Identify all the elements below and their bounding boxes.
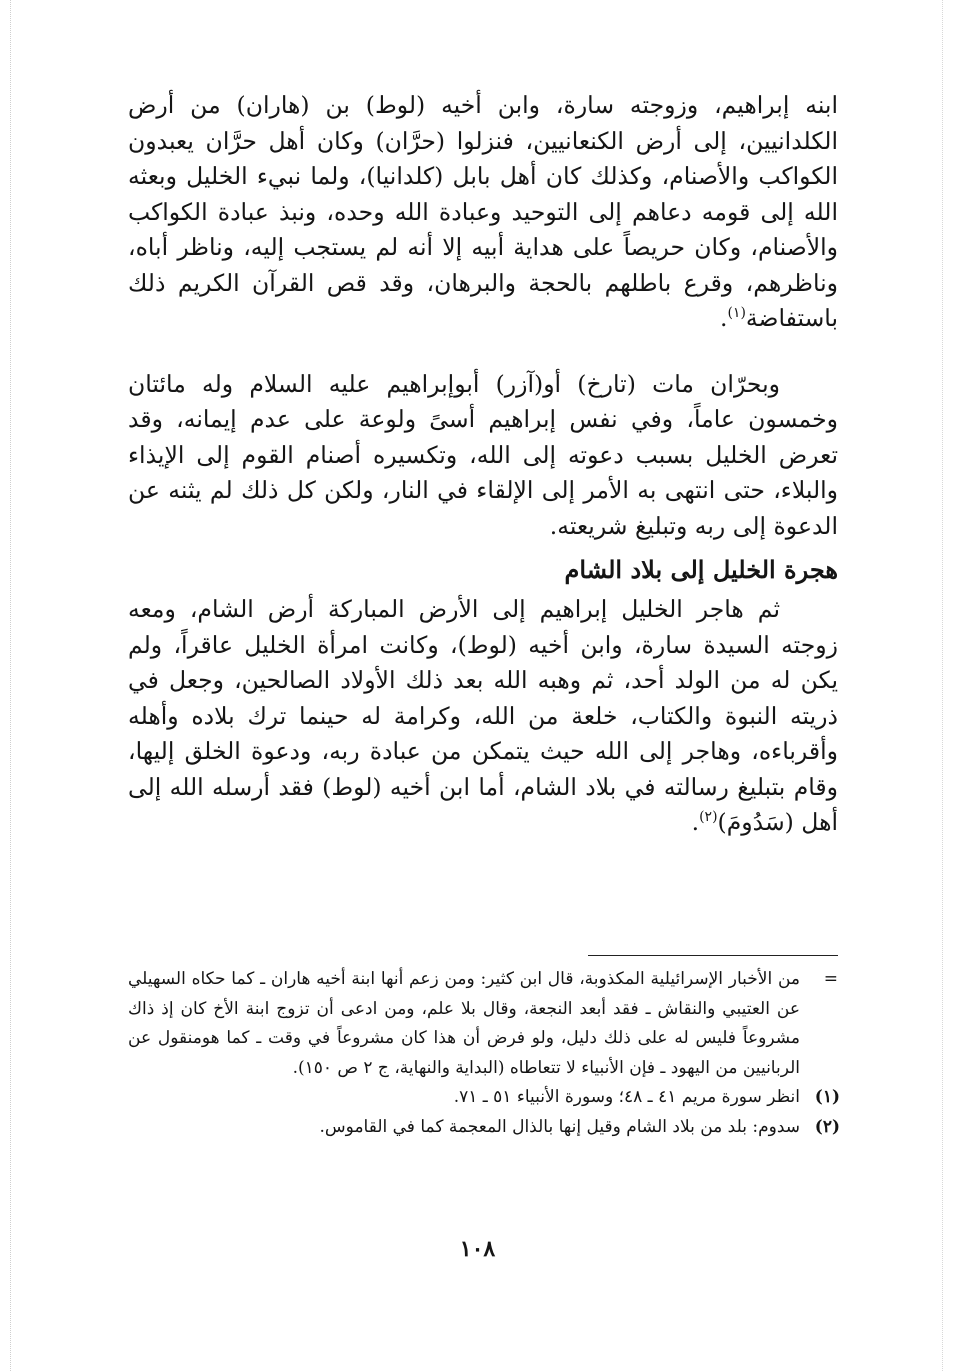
paragraph-1 xyxy=(128,88,838,337)
continuation-mark: = xyxy=(823,969,838,989)
footnote-1-number: (١) xyxy=(814,1087,840,1107)
footnote-2-text: سدوم: بلد من بلاد الشام وقيل إنها بالذال المعجمة كما في القاموس. xyxy=(319,1116,800,1137)
heading-gap xyxy=(128,544,838,550)
paragraph-gap xyxy=(128,337,838,367)
footnote-1-text: انظر سورة مريم ٤١ ـ ٤٨؛ وسورة الأنبياء ٥١ ـ ٧١. xyxy=(453,1087,800,1107)
main-text xyxy=(128,88,838,841)
footnote-continuation-text: من الأخبار الإسرائيلية المكذوبة، قال ابن كثير: ومن زعم أنها ابنة أخيه هاران ـ كما حكاه السهيلي عن العتيبي والنقاش ـ فقد أبعد النجعة، وقال بلا علم، ومن ادعى أن تزوج ابنة الأخ كان إذ ذاك مشروعاً فليس له على ذلك دليل، ولو فرض أن هذا كان مشروعاً في وقت ـ كما هومنقول عن الربانيين من اليهود ـ فإن الأنبياء لا تتعاطاه (البداية والنهاية، ج ٢ ص ١٥٠). xyxy=(128,969,800,1078)
paragraph-1-end: . xyxy=(719,304,728,332)
footnote-continuation xyxy=(128,965,840,1083)
scan-edge-right xyxy=(942,0,943,1371)
page-number: ١٠٨ xyxy=(459,1236,496,1262)
scan-edge-left xyxy=(10,0,11,1371)
footnote-separator xyxy=(588,955,838,956)
footnote-2-number: (٢) xyxy=(814,1116,840,1137)
footnote-ref-2: (٢) xyxy=(699,809,718,826)
footnotes xyxy=(128,965,840,1142)
paragraph-3 xyxy=(128,592,838,841)
section-heading: هجرة الخليل إلى بلاد الشام xyxy=(564,555,838,584)
paragraph-3-text: ثم هاجر الخليل إبراهيم إلى الأرض المباركة أرض الشام، ومعه زوجته السيدة سارة، وابن أخيه (لوط)، وكانت امرأة الخليل عاقراً، ولم يكن له من الولد أحد، ثم وهبه الله بعد ذلك الأولاد الصالحين، وجعل في ذريته النبوة والكتاب، خلعة من الله، وكرامة له حينما ترك بلاده وأهله وأقرباءه، وهاجر إلى الله حيث يتمكن من عبادة ربه، ودعوة الخلق إليها، وقام بتبليغ رسالته في بلاد الشام، أما ابن أخيه (لوط) فقد أرسله الله إلى أهل (سَدُومَ) xyxy=(128,595,838,836)
paragraph-1-text: ابنه إبراهيم، وزوجته سارة، وابن أخيه (لوط) بن (هاران) من أرض الكلدانيين، إلى أرض الكنعانيين، فنزلوا (حرَّان) وكان أهل حرَّان يعبدون الكواكب والأصنام، وكذلك كان أهل بابل (كلدانيا)، ولما نبيء الخليل وبعثه الله إلى قومه دعاهم إلى التوحيد وعبادة الله وحده، ونبذ عبادة الكواكب والأصنام، وكان حريصاً على هداية أبيه إلا أنه لم يستجب إليه، وناظر أباه، وناظرهم، وقرع باطلهم بالحجة والبرهان، وقد قص القرآن الكريم ذلك باستفاضة xyxy=(128,91,838,332)
footnote-1 xyxy=(128,1083,840,1113)
footnote-2 xyxy=(128,1113,840,1143)
footnote-ref-1: (١) xyxy=(727,305,746,322)
paragraph-2: وبحرّان مات (تارخ) أو(آزر) أبوإبراهيم عليه السلام وله مائتان وخمسون عاماً، وفي نفس إبراهيم أسىً ولوعة على عدم إيمانه، وقد تعرض الخليل بسبب دعوته إلى الله، وتكسيره أصنام القوم إلى الإيذاء والبلاء، حتى انتهى به الأمر إلى الإلقاء في النار، ولكن كل ذلك لم يثنه عن الدعوة إلى ربه وتبليغ شريعته. xyxy=(128,369,838,540)
paragraph-3-end: . xyxy=(691,808,700,836)
